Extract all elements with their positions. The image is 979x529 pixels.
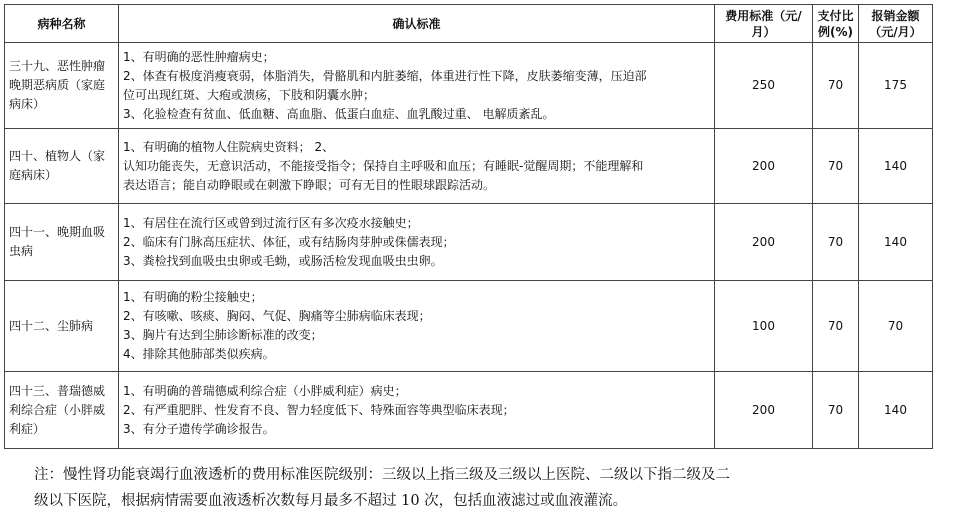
criteria-cell	[119, 204, 715, 281]
fee-cell: 200	[715, 129, 813, 204]
criteria-cell	[119, 129, 715, 204]
criteria-line: 3、化验检查有贫血、低血糖、高血脂、低蛋白血症、血乳酸过重、 电解质紊乱。	[123, 106, 555, 121]
criteria-line: 1、有居住在流行区或曾到过流行区有多次疫水接触史；	[123, 215, 419, 230]
header-criteria: 确认标准	[119, 5, 715, 43]
header-reimbursement-amount: 报销金额（元/月）	[859, 5, 933, 43]
criteria-line: 认知功能丧失，无意识活动，不能接受指令；保持自主呼吸和血压；有睡眠-觉醒周期；不能理解和	[123, 158, 644, 173]
ratio-cell: 70	[813, 43, 859, 129]
disease-name-cell: 三十九、恶性肿瘤晚期恶病质（家庭病床）	[5, 43, 119, 129]
criteria-line: 位可出现红斑、大疱或溃疡，下肢和阴囊水肿；	[123, 87, 376, 102]
criteria-line: 3、有分子遗传学确诊报告。	[123, 421, 275, 436]
fee-cell: 100	[715, 281, 813, 372]
header-fee-standard: 费用标准（元/月）	[715, 5, 813, 43]
disease-name-cell: 四十三、普瑞德威利综合症（小胖威利症）	[5, 372, 119, 449]
ratio-cell: 70	[813, 281, 859, 372]
criteria-line: 1、有明确的恶性肿瘤病史；	[123, 49, 275, 64]
footnote	[34, 462, 964, 514]
criteria-cell	[119, 281, 715, 372]
criteria-line: 2、有咳嗽、咳痰、胸闷、气促、胸痛等尘肺病临床表现；	[123, 309, 431, 323]
table-row	[5, 281, 933, 372]
criteria-line: 1、有明确的粉尘接触史；	[123, 290, 263, 304]
criteria-line: 表达语言；能自动睁眼或在刺激下睁眼；可有无目的性眼球跟踪活动。	[123, 177, 496, 192]
ratio-cell: 70	[813, 204, 859, 281]
disease-name-cell: 四十二、尘肺病	[5, 281, 119, 372]
footnote-line: 级以下医院，根据病情需要血液透析次数每月最多不超过 10 次，包括血液滤过或血液灌流。	[34, 493, 628, 509]
header-disease-name: 病种名称	[5, 5, 119, 43]
criteria-line: 1、有明确的普瑞德威利综合症（小胖威利症）病史；	[123, 383, 407, 398]
criteria-line: 3、胸片有达到尘肺诊断标准的改变；	[123, 328, 323, 342]
disease-standards-table	[4, 4, 933, 449]
table-row	[5, 129, 933, 204]
criteria-line: 2、有严重肥胖、性发育不良、智力轻度低下、特殊面容等典型临床表现；	[123, 402, 515, 417]
criteria-line: 3、粪检找到血吸虫虫卵或毛蚴，或肠活检发现血吸虫虫卵。	[123, 253, 443, 268]
criteria-line: 2、体查有极度消瘦衰弱，体脂消失，骨骼肌和内脏萎缩，体重进行性下降，皮肤萎缩变薄，压迫部	[123, 68, 647, 83]
fee-cell: 200	[715, 204, 813, 281]
disease-name-cell: 四十一、晚期血吸虫病	[5, 204, 119, 281]
header-payment-ratio: 支付比例(%)	[813, 5, 859, 43]
fee-cell: 200	[715, 372, 813, 449]
amount-cell: 140	[859, 372, 933, 449]
amount-cell: 175	[859, 43, 933, 129]
disease-name-cell: 四十、植物人（家庭病床）	[5, 129, 119, 204]
table-row	[5, 204, 933, 281]
table-row	[5, 43, 933, 129]
amount-cell: 140	[859, 129, 933, 204]
fee-cell: 250	[715, 43, 813, 129]
criteria-line: 1、有明确的植物人住院病史资料； 2、	[123, 139, 335, 154]
criteria-cell	[119, 372, 715, 449]
criteria-line: 4、排除其他肺部类似疾病。	[123, 347, 275, 361]
amount-cell: 70	[859, 281, 933, 372]
ratio-cell: 70	[813, 129, 859, 204]
table-header-row	[5, 5, 933, 43]
amount-cell: 140	[859, 204, 933, 281]
criteria-cell	[119, 43, 715, 129]
table-row	[5, 372, 933, 449]
criteria-line: 2、临床有门脉高压症状、体征，或有结肠肉芽肿或侏儒表现；	[123, 234, 455, 249]
footnote-line: 注：慢性肾功能衰竭行血液透析的费用标准医院级别：三级以上指三级及三级以上医院、二级以下指二级及二	[34, 467, 730, 483]
ratio-cell: 70	[813, 372, 859, 449]
